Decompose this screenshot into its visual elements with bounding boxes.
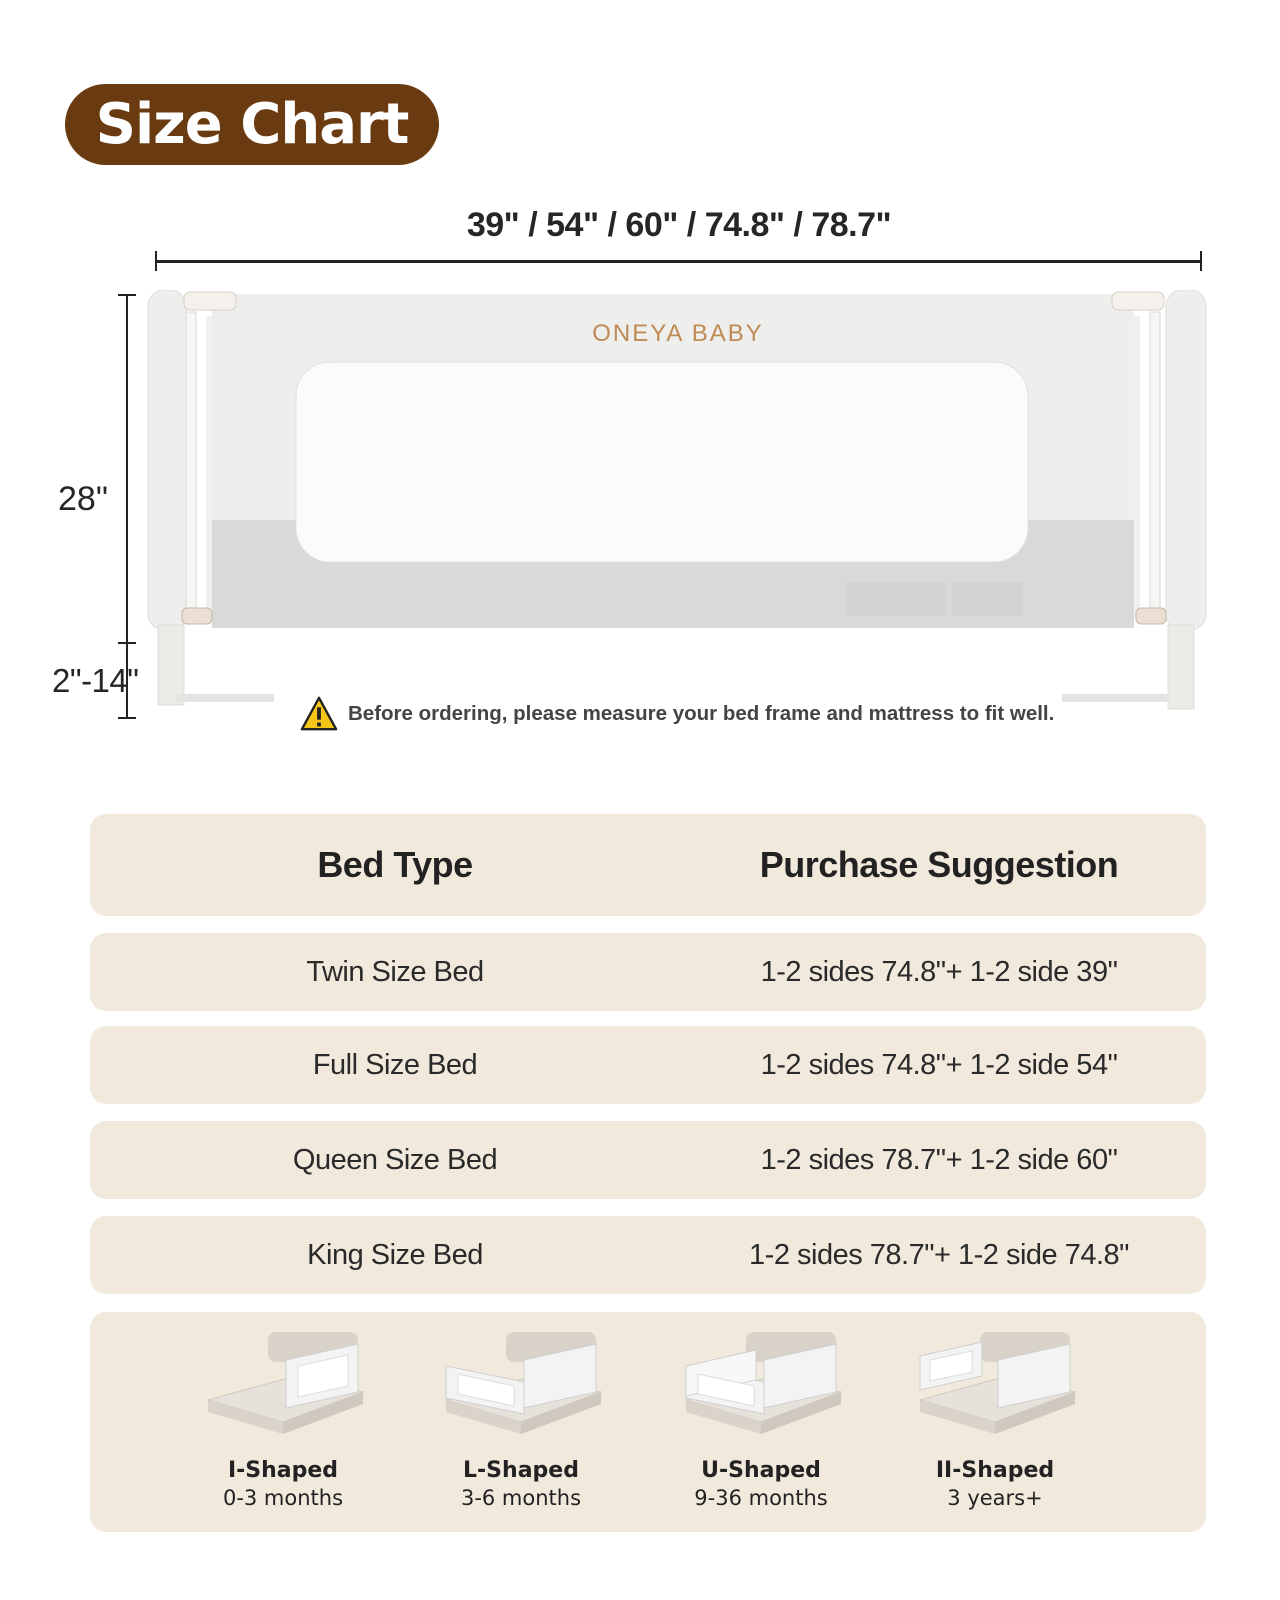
warning-text: Before ordering, please measure your bed frame and mattress to fit well. xyxy=(348,702,1055,725)
measure-warning xyxy=(300,695,1054,733)
height-dimension-tick-mid xyxy=(118,642,136,644)
suggestion-cell: 1-2 sides 78.7"+ 1-2 side 74.8" xyxy=(749,1238,1129,1271)
bed-type-cell: Full Size Bed xyxy=(312,1048,478,1081)
bed-ii-shaped-icon xyxy=(910,1330,1080,1440)
shape-option-l xyxy=(426,1330,616,1510)
size-chart-title-pill xyxy=(65,84,439,165)
bed-type-cell: Twin Size Bed xyxy=(306,955,484,988)
bed-i-shaped-icon xyxy=(198,1330,368,1440)
shape-name: I-Shaped xyxy=(227,1458,339,1483)
table-row xyxy=(90,933,1206,1011)
shape-option-ii xyxy=(900,1330,1090,1510)
shape-age: 9-36 months xyxy=(694,1486,828,1510)
shape-name: II-Shaped xyxy=(935,1458,1055,1483)
warning-triangle-icon xyxy=(300,695,338,733)
suggestion-cell: 1-2 sides 74.8"+ 1-2 side 54" xyxy=(760,1048,1118,1081)
height-dimension-line xyxy=(126,295,128,719)
height-dimension-tick-bottom xyxy=(118,717,136,719)
bed-type-cell: Queen Size Bed xyxy=(292,1143,498,1176)
width-dimension-label: 39" / 54" / 60" / 74.8" / 78.7" xyxy=(466,206,892,244)
bed-rail-illustration xyxy=(146,290,1210,730)
table-row xyxy=(90,1216,1206,1294)
shape-option-u xyxy=(666,1330,856,1510)
suggestion-cell: 1-2 sides 74.8"+ 1-2 side 39" xyxy=(760,955,1118,988)
suggestion-cell: 1-2 sides 78.7"+ 1-2 side 60" xyxy=(760,1143,1118,1176)
width-dimension-tick-right xyxy=(1200,251,1202,271)
shape-name: L-Shaped xyxy=(463,1458,579,1483)
bed-type-cell: King Size Bed xyxy=(307,1238,483,1271)
table-header-row xyxy=(90,814,1206,916)
shape-age: 0-3 months xyxy=(222,1486,344,1510)
bed-u-shaped-icon xyxy=(676,1330,846,1440)
table-row xyxy=(90,1026,1206,1104)
brand-logo-text: ONEYA BABY xyxy=(592,320,764,347)
width-dimension-line xyxy=(156,260,1202,263)
shape-age: 3-6 months xyxy=(460,1486,582,1510)
shape-name: U-Shaped xyxy=(701,1458,821,1483)
bed-l-shaped-icon xyxy=(436,1330,606,1440)
shape-age: 3 years+ xyxy=(947,1486,1043,1510)
height-dimension-label: 28" xyxy=(58,480,108,518)
page-title: Size Chart xyxy=(95,92,409,157)
column-header-bed-type: Bed Type xyxy=(317,844,473,885)
table-row xyxy=(90,1121,1206,1199)
width-dimension-tick-left xyxy=(155,251,157,271)
column-header-purchase-suggestion: Purchase Suggestion xyxy=(759,844,1119,885)
gap-dimension-label: 2"-14" xyxy=(52,662,139,699)
shape-option-i xyxy=(188,1330,378,1510)
height-dimension-tick-top xyxy=(118,294,136,296)
rail-configuration-panel xyxy=(90,1312,1206,1532)
